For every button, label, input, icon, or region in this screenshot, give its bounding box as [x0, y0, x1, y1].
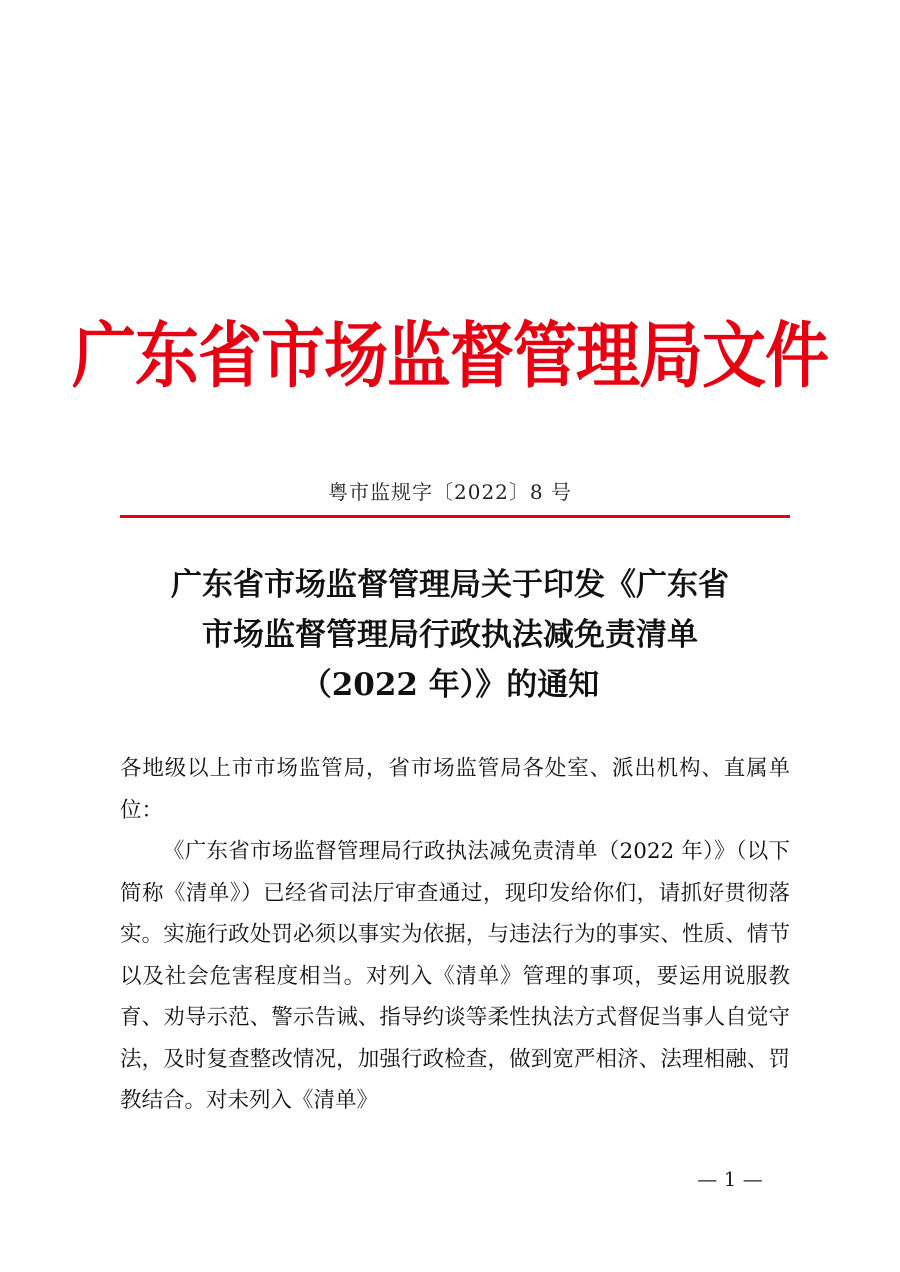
notice-body [120, 748, 790, 1122]
title-line-3: （2022 年）》的通知 [300, 667, 600, 703]
agency-header-title: 广东省市场监督管理局文件 [72, 315, 828, 399]
title-line-2: 市场监督管理局行政执法减免责清单 [202, 617, 698, 653]
page-number: — 1 — [697, 1167, 763, 1191]
document-number: 粤市监规字〔2022〕8 号 [328, 480, 572, 504]
salutation: 各地级以上市市场监管局，省市场监管局各处室、派出机构、直属单位： [120, 756, 790, 823]
notice-title [0, 560, 900, 710]
title-line-1: 广东省市场监督管理局关于印发《广东省 [171, 567, 729, 603]
body-paragraph-1: 《广东省市场监督管理局行政执法减免责清单（2022 年）》（以下简称《清单》）已经省司法厅审查通过，现印发给你们，请抓好贯彻落实。实施行政处罚必须以事实为依据，与违法行为的事实、性质、情节以及社会危害程度相当。对列入《清单》管理的事项，要运用说服教育、劝导示范、警示告诫、指导约谈等柔性执法方式督促当事人自觉守法，及时复查整改情况，加强行政检查，做到宽严相济、法理相融、罚教结合。对未列入《清单》 [120, 839, 790, 1113]
red-separator-line [120, 515, 790, 518]
